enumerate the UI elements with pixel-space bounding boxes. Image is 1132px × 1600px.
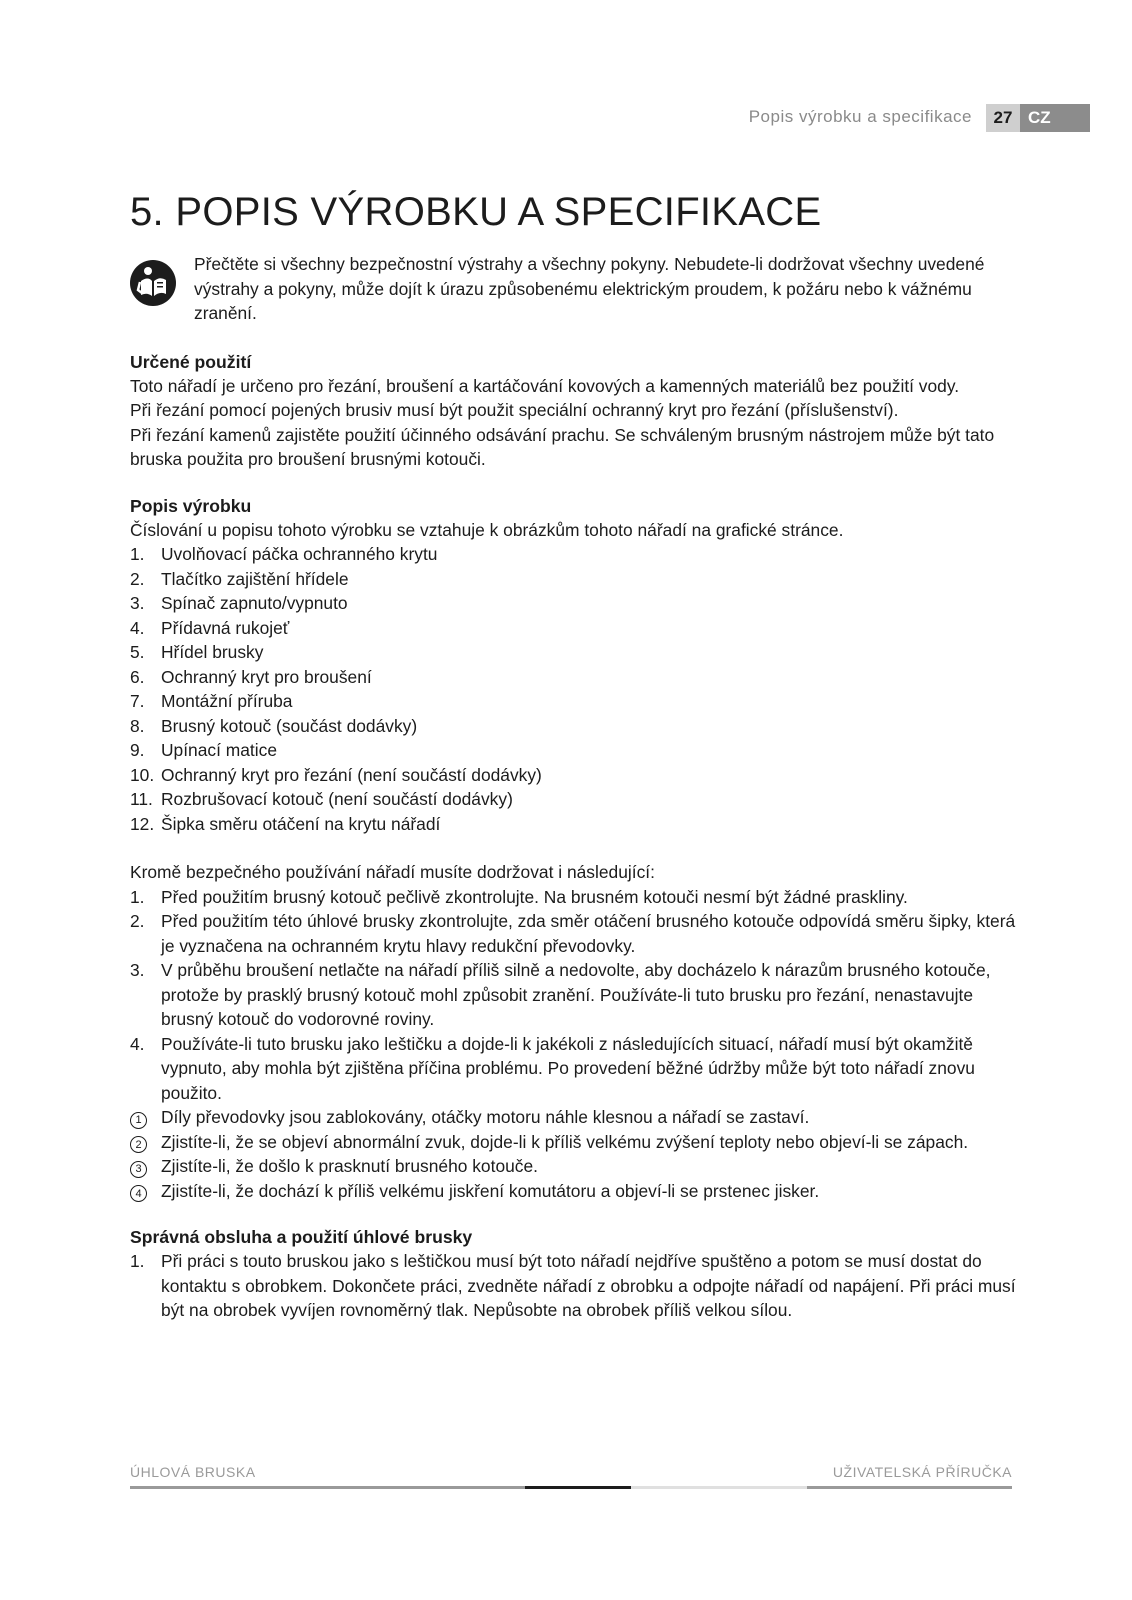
page-header <box>0 104 1132 132</box>
list-item: 7. Montážní příruba <box>130 691 293 711</box>
paragraph: Kromě bezpečného používání nářadí musíte dodržovat i následující: <box>130 862 655 882</box>
list-item: 1. Před použitím brusný kotouč pečlivě zkontrolujte. Na brusném kotouči nesmí být žádné praskliny. <box>130 886 908 907</box>
language-tag: CZ <box>1020 104 1090 132</box>
list-item: 3 Zjistíte-li, že došlo k prasknutí brusného kotouče. <box>130 1154 1030 1179</box>
list-item: 9. Upínací matice <box>130 740 277 760</box>
circled-number: 4 <box>130 1185 147 1202</box>
list-item: 1 Díly převodovky jsou zablokovány, otáčky motoru náhle klesnou a nářadí se zastaví. <box>130 1105 1030 1130</box>
list-item: 2 Zjistíte-li, že se objeví abnormální zvuk, dojde-li k příliš velkému zvýšení teploty nebo objeví-li se zápach. <box>130 1130 1030 1155</box>
spacer <box>130 836 1030 860</box>
operation-section <box>130 1225 1030 1323</box>
page-footer <box>130 1464 1012 1494</box>
paragraph: Číslování u popisu tohoto výrobku se vztahuje k obrázkům tohoto nářadí na grafické stránce. <box>130 519 844 540</box>
footer-rule-right <box>807 1486 1012 1489</box>
list-item: 10. Ochranný kryt pro řezání (není součástí dodávky) <box>130 764 542 785</box>
description-section <box>130 494 1030 1204</box>
page-number: 27 <box>986 104 1020 132</box>
list-item: 1. Při práci s touto bruskou jako s leštičkou musí být toto nářadí nejdříve spuštěno a potom se musí dostat do kontaktu s obrobkem. Dokončete práci, zvedněte nářadí z obrobku a odpojte nářadí od napájení. Při práci musí být na obrobek vyvíjen rovnoměrný tlak. Nepůsobte na obrobek příliš velkou sílou. <box>130 1251 1016 1320</box>
footer-left-text: ÚHLOVÁ BRUSKA <box>130 1464 256 1480</box>
header-title: Popis výrobku a specifikace <box>748 107 972 126</box>
parts-list <box>130 542 1030 836</box>
section-heading: Popis výrobku <box>130 495 252 516</box>
circled-number: 2 <box>130 1136 147 1153</box>
list-item: 4. Přídavná rukojeť <box>130 617 290 638</box>
circled-number: 3 <box>130 1161 147 1178</box>
footer-rule-center <box>525 1486 631 1489</box>
safety-list <box>130 885 1030 1106</box>
circled-number: 1 <box>130 1112 147 1129</box>
situations-list <box>130 1105 1030 1203</box>
footer-rule-left <box>130 1486 525 1489</box>
paragraph: Při řezání kamenů zajistěte použití účinného odsávání prachu. Se schváleným brusným nástrojem může být tato bruska použita pro broušení brusnými kotouči. <box>130 424 995 469</box>
list-item: 3. V průběhu broušení netlačte na nářadí příliš silně a nedovolte, aby docházelo k nárazům brusného kotouče, protože by prasklý brusný kotouč mohl způsobit zranění. Používáte-li tuto brusku pro řezání, nenastavujte brusný kotouč do vodorovné roviny. <box>130 960 991 1029</box>
section-heading: Určené použití <box>130 351 252 372</box>
page-title: 5. POPIS VÝROBKU A SPECIFIKACE <box>130 190 822 234</box>
section-heading: Správná obsluha a použití úhlové brusky <box>130 1227 473 1247</box>
warning-block <box>130 252 1030 326</box>
list-item: 2. Tlačítko zajištění hřídele <box>130 568 349 589</box>
list-item: 4 Zjistíte-li, že dochází k příliš velkému jiskření komutátoru a objeví-li se prstenec jisker. <box>130 1179 1030 1204</box>
list-item: 3. Spínač zapnuto/vypnuto <box>130 593 348 613</box>
list-item: 6. Ochranný kryt pro broušení <box>130 666 372 687</box>
paragraph: Toto nářadí je určeno pro řezání, broušení a kartáčování kovových a kamenných materiálů bez použití vody. <box>130 375 960 396</box>
paragraph: Při řezání pomocí pojených brusiv musí být použit speciální ochranný kryt pro řezání (příslušenství). <box>130 400 899 420</box>
footer-rule-mid <box>631 1486 807 1489</box>
read-manual-icon <box>130 260 176 306</box>
list-item: 2. Před použitím této úhlové brusky zkontrolujte, zda směr otáčení brusného kotouče odpovídá směru šipky, která je vyznačena na ochranném krytu hlavy redukční převodovky. <box>130 911 1016 956</box>
intended-use-section <box>130 350 1030 472</box>
operation-list <box>130 1249 1030 1323</box>
list-item: 1. Uvolňovací páčka ochranného krytu <box>130 544 438 564</box>
list-item: 8. Brusný kotouč (součást dodávky) <box>130 715 418 736</box>
list-item: 12. Šipka směru otáčení na krytu nářadí <box>130 813 441 834</box>
list-item: 5. Hřídel brusky <box>130 642 264 662</box>
footer-right-text: UŽIVATELSKÁ PŘÍRUČKA <box>832 1464 1012 1480</box>
list-item: 4. Používáte-li tuto brusku jako leštičku a dojde-li k jakékoli z následujících situací, nářadí musí být okamžitě vypnuto, aby mohla být zjištěna příčina problému. Po provedení běžné údržby může být toto nářadí znovu použito. <box>130 1033 975 1103</box>
warning-text: Přečtěte si všechny bezpečnostní výstrahy a všechny pokyny. Nebudete-li dodržovat všechny uvedené výstrahy a pokyny, může dojít k úrazu způsobenému elektrickým proudem, k požáru nebo k vážnému zranění. <box>194 254 985 323</box>
list-item: 11. Rozbrušovací kotouč (není součástí dodávky) <box>130 789 513 809</box>
main-content <box>130 190 1030 1323</box>
